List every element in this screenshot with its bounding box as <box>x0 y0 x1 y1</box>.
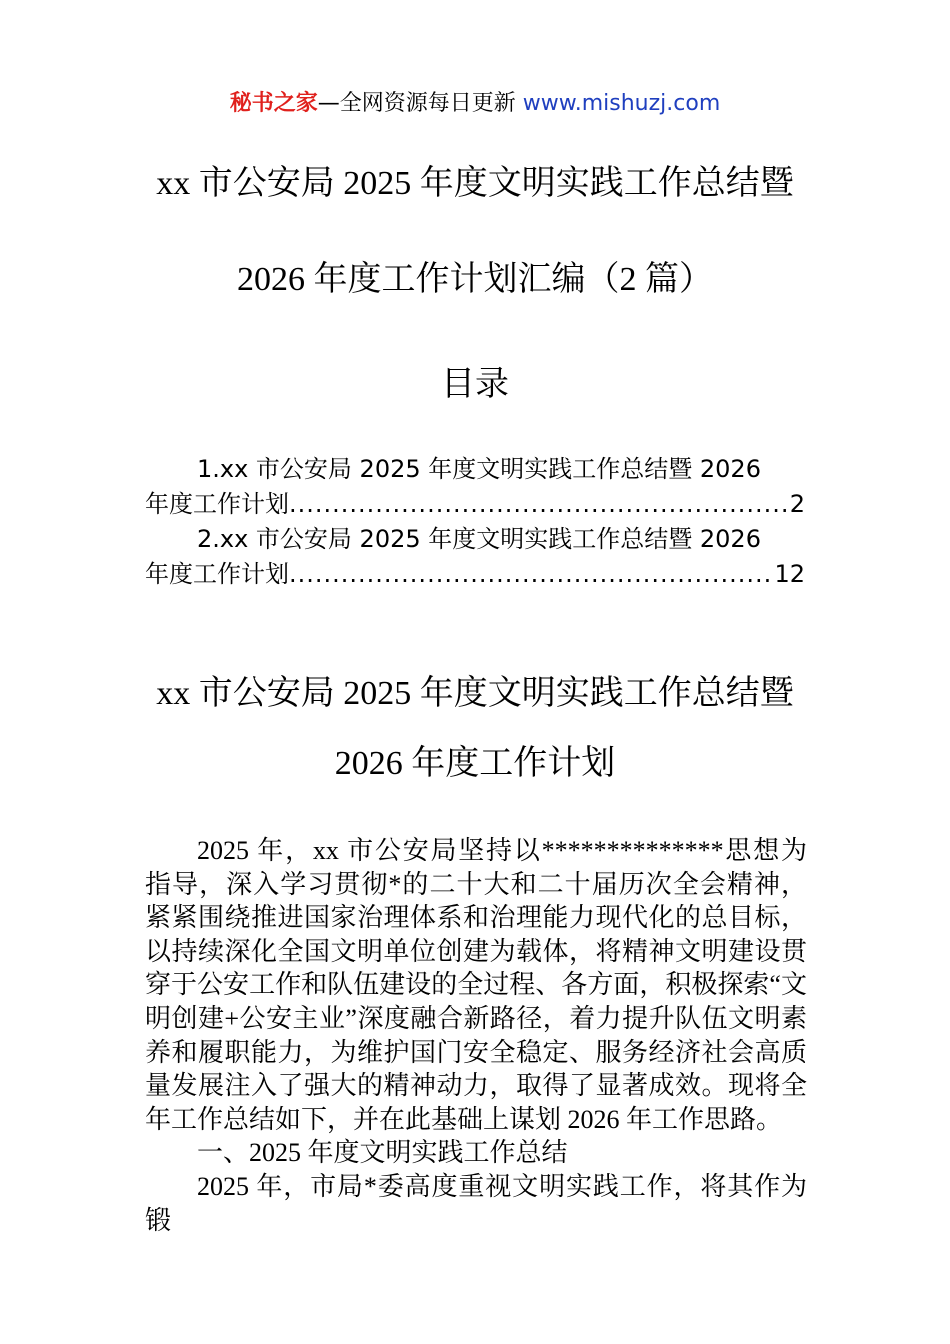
site-header <box>0 88 950 120</box>
article-body <box>145 834 807 1237</box>
toc-entry-title: 1.xx 市公安局 2025 年度文明实践工作总结暨 2026 <box>197 455 761 483</box>
toc-heading: 目录 <box>441 364 509 404</box>
section-heading: 一、2025 年度文明实践工作总结 <box>197 1138 568 1168</box>
toc-page-number: 12 <box>774 560 805 588</box>
body-paragraph: 2025 年，xx 市公安局坚持以**************思想为指导，深入学习贯彻*的二十大和二十届历次全会精神，紧紧围绕推进国家治理体系和治理能力现代化的总目标，以持续深化全国文明单位创建为载体，将精神文明建设贯穿于公安工作和队伍建设的全过程、各方面，积极探索“文明创建+公安主业”深度融合新路径，着力提升队伍文明素养和履职能力，为维护国门安全稳定、服务经济社会高质量发展注入了强大的精神动力，取得了显著成效。现将全年工作总结如下，并在此基础上谋划 2026 年工作思路。 <box>145 836 807 1134</box>
article-title-line1: xx 市公安局 2025 年度文明实践工作总结暨 <box>156 675 794 712</box>
document-title-line1: xx 市公安局 2025 年度文明实践工作总结暨 <box>156 165 794 202</box>
toc-entry-leader <box>145 487 805 521</box>
site-brand: 秘书之家 <box>229 91 318 116</box>
article-title-line2: 2026 年度工作计划 <box>334 745 616 782</box>
toc-page-number: 2 <box>789 490 805 518</box>
toc-entry[interactable] <box>145 452 805 522</box>
toc-entry-title-continued: 年度工作计划 <box>145 560 289 588</box>
site-slogan: —全网资源每日更新 <box>317 91 523 116</box>
toc-dot-leader <box>289 557 770 591</box>
document-title-line2: 2026 年度工作计划汇编（2 篇） <box>237 261 713 298</box>
body-paragraph: 2025 年，市局*委高度重视文明实践工作，将其作为锻 <box>145 1171 807 1235</box>
toc-entry-title: 2.xx 市公安局 2025 年度文明实践工作总结暨 2026 <box>197 525 761 553</box>
toc-dot-leader <box>289 487 786 521</box>
toc-entry[interactable] <box>145 522 805 592</box>
table-of-contents <box>145 452 805 592</box>
toc-entry-leader <box>145 557 805 591</box>
site-url-link[interactable]: www.mishuzj.com <box>522 91 721 116</box>
toc-entry-title-continued: 年度工作计划 <box>145 490 289 518</box>
